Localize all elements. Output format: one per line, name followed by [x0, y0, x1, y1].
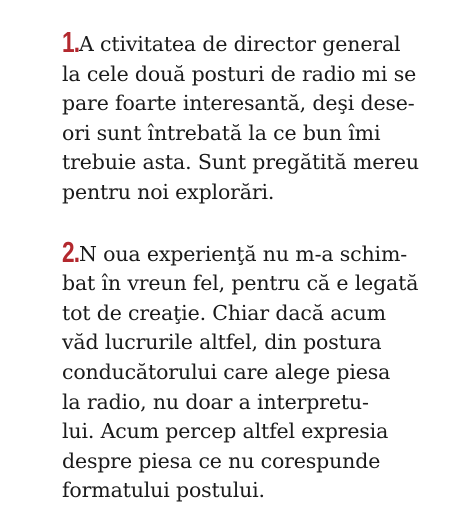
paragraph-line: pare foarte interesantă, deşi dese-: [62, 91, 415, 116]
paragraph-line: lui. Acum percep altfel expresia: [62, 419, 389, 444]
paragraph-line: bat în vreun fel, pentru că e legată: [62, 271, 419, 296]
paragraph-line: formatului postului.: [62, 478, 265, 503]
paragraph-number: 2.: [62, 236, 80, 269]
paragraph-line: ori sunt întrebată la ce bun îmi: [62, 120, 381, 145]
paragraph-line: despre piesa ce nu corespunde: [62, 448, 381, 473]
article-text: [62, 28, 442, 506]
line-text: N oua experienţă nu m-a schim-: [79, 241, 408, 266]
paragraph-line: trebuie asta. Sunt pregătită mereu: [62, 150, 419, 175]
paragraph-line: la cele două posturi de radio mi se: [62, 61, 417, 86]
line-text: A ctivitatea de director general: [79, 32, 401, 56]
paragraph-line: pentru noi explorări.: [62, 179, 275, 204]
paragraph-line: la radio, nu doar a interpretu-: [62, 389, 369, 414]
paragraph-number: 1.: [62, 27, 80, 59]
paragraph-line: [62, 28, 442, 60]
paragraph-line: tot de creaţie. Chiar dacă acum: [62, 300, 386, 325]
paragraph-line: [62, 238, 442, 270]
paragraph-line: conducătorului care alege piesa: [62, 359, 391, 384]
paragraph-2: [62, 238, 442, 506]
paragraph-line: văd lucrurile altfel, din postura: [62, 330, 382, 355]
paragraph-1: [62, 28, 442, 208]
